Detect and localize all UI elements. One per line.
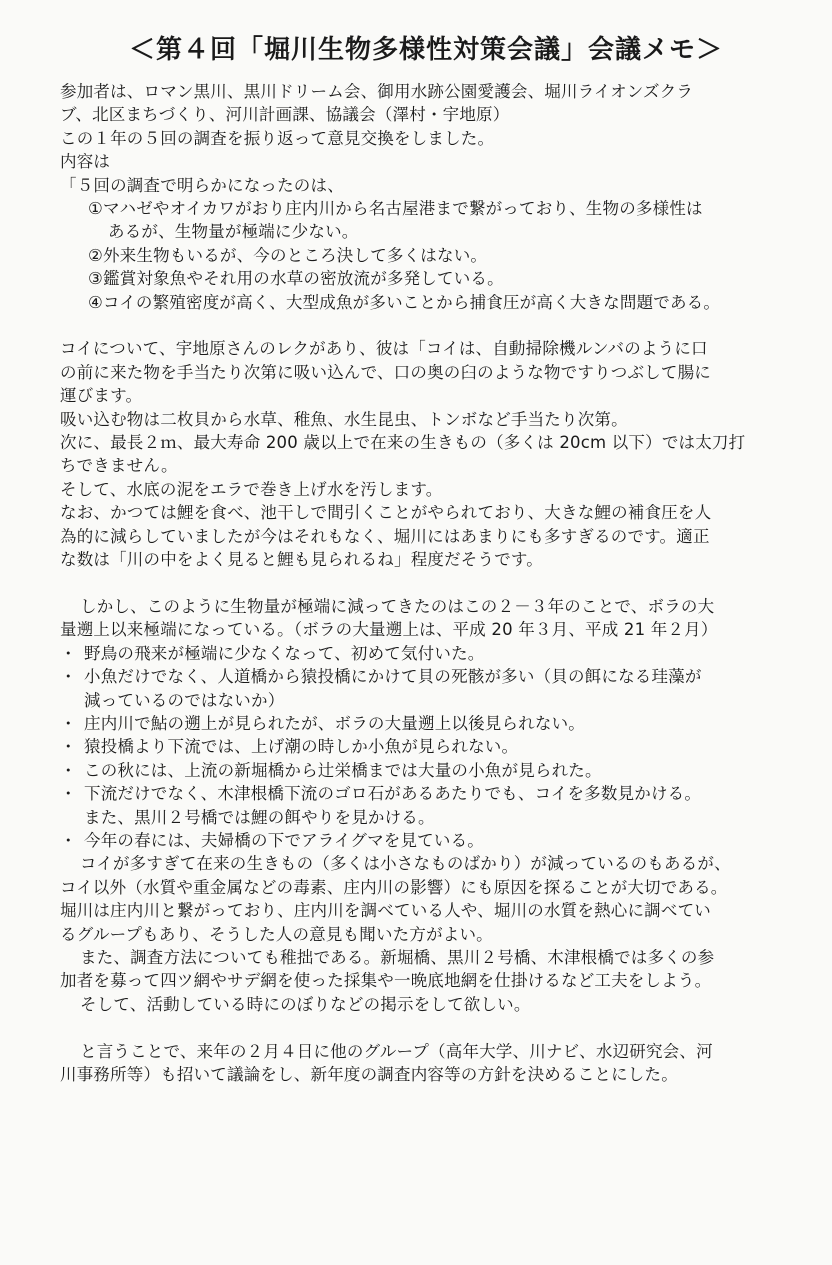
observation-item	[60, 642, 792, 665]
discussion-line: そして、活動している時にのぼりなどの掲示をして欲しい。	[80, 994, 531, 1014]
discussion-line: 加者を募って四ツ網やサデ網を使った採集や一晩底地網を仕掛けるなど工夫をしよう。	[60, 971, 712, 991]
bullet-mark: ・	[60, 713, 77, 733]
finding-item: ①マハゼやオイカワがおり庄内川から名古屋港まで繋がっており、生物の多様性は	[88, 199, 703, 219]
carp-line: ちできません。	[60, 456, 178, 476]
intro-line: 「５回の調査で明らかになったのは、	[60, 175, 344, 195]
observation-text: 庄内川で鮎の遡上が見られたが、ボラの大量遡上以後見られない。	[84, 713, 585, 733]
discussion-line: また、調査方法についても稚拙である。新堀橋、黒川２号橋、木津根橋では多くの参	[80, 948, 715, 967]
intro-line: 内容は	[60, 152, 111, 172]
discussion-line: コイ以外（水質や重金属などの毒素、庄内川の影響）にも原因を探ることが大切である。	[60, 877, 728, 897]
observation-text: 猿投橋より下流では、上げ潮の時しか小魚が見られない。	[84, 737, 519, 757]
observation-text: また、黒川２号橋では鯉の餌やりを見かける。	[84, 807, 435, 827]
observation-item	[60, 735, 792, 758]
decline-line: しかし、このように生物量が極端に減ってきたのはこの２－３年のことで、ボラの大	[80, 596, 715, 616]
carp-line: なお、かつては鯉を食べ、池干しで間引くことがやられており、大きな鯉の補食圧を人	[60, 503, 712, 523]
spacer	[60, 314, 792, 337]
bullet-mark: ・	[60, 784, 77, 804]
finding-item-continued: あるが、生物量が極端に少ない。	[108, 222, 359, 242]
bullet-mark: ・	[60, 830, 77, 850]
carp-line: そして、水底の泥をエラで巻き上げ水を汚します。	[60, 479, 443, 499]
observation-text: 下流だけでなく、木津根橋下流のゴロ石があるあたりでも、コイを多数見かける。	[84, 784, 702, 804]
carp-section	[60, 337, 792, 571]
carp-line: な数は「川の中をよく見ると鯉も見られるね」程度だそうです。	[60, 550, 543, 570]
bullet-mark: ・	[60, 760, 77, 780]
observation-item-continued	[60, 806, 792, 829]
observation-list	[60, 642, 792, 853]
carp-line: 次に、最長２ｍ、最大寿命 200 歳以上で在来の生きもの（多くは 20cm 以下）では太刀打	[60, 433, 746, 453]
carp-line: コイについて、宇地原さんのレクがあり、彼は「コイは、自動掃除機ルンバのように口	[60, 339, 708, 359]
bullet-mark: ・	[60, 667, 77, 687]
observation-item-continued	[60, 689, 792, 712]
discussion-line: るグループもあり、そうした人の意見も聞いた方がよい。	[60, 924, 493, 944]
observation-item	[60, 829, 792, 852]
intro-line: この１年の５回の調査を振り返って意見交換をしました。	[60, 128, 495, 148]
observation-text: この秋には、上流の新堀橋から辻栄橋までは大量の小魚が見られた。	[84, 760, 602, 780]
finding-item: ②外来生物もいるが、今のところ決して多くはない。	[88, 245, 488, 265]
discussion-line: コイが多すぎて在来の生きもの（多くは小さなものばかり）が減っているのもあるが、	[80, 854, 731, 874]
findings-list	[60, 197, 792, 314]
spacer	[60, 1016, 792, 1039]
observation-text: 野鳥の飛来が極端に少なくなって、初めて気付いた。	[84, 643, 485, 663]
conclusion-section	[60, 1040, 792, 1087]
decline-line: 量遡上以来極端になっている。（ボラの大量遡上は、平成 20 年３月、平成 21 年２月）	[60, 620, 718, 640]
carp-line: 為的に減らしていましたが今はそれもなく、堀川にはあまりにも多すぎるのです。適正	[60, 526, 710, 546]
carp-line: の前に来た物を手当たり次第に吸い込んで、口の奥の臼のような物ですりつぶして腸に	[60, 362, 711, 382]
bullet-mark: ・	[60, 737, 77, 757]
observation-item	[60, 759, 792, 782]
carp-line: 運びます。	[60, 386, 143, 406]
discussion-section	[60, 852, 792, 1016]
page-title: ＜第４回「堀川生物多様性対策会議」会議メモ＞	[128, 35, 723, 65]
intro-line: 参加者は、ロマン黒川、黒川ドリーム会、御用水跡公園愛護会、堀川ライオンズクラ	[60, 82, 694, 101]
conclusion-line: 川事務所等）も招いて議論をし、新年度の調査内容等の方針を決めることにした。	[60, 1065, 678, 1085]
finding-item: ④コイの繁殖密度が高く、大型成魚が多いことから捕食圧が高く大きな問題である。	[88, 292, 721, 312]
observation-item	[60, 665, 792, 688]
observation-item	[60, 712, 792, 735]
finding-item: ③鑑賞対象魚やそれ用の水草の密放流が多発している。	[88, 269, 504, 289]
observation-item	[60, 782, 792, 805]
bullet-mark: ・	[60, 643, 77, 663]
intro-section	[60, 80, 792, 197]
spacer	[60, 572, 792, 595]
conclusion-line: と言うことで、来年の２月４日に他のグループ（高年大学、川ナビ、水辺研究会、河	[80, 1041, 713, 1061]
intro-line: ブ、北区まちづくり、河川計画課、協議会（澤村・宇地原）	[60, 105, 510, 125]
observation-text: 減っているのではないか）	[84, 690, 285, 710]
carp-line: 吸い込む物は二枚貝から水草、稚魚、水生昆虫、トンボなど手当たり次第。	[60, 409, 628, 429]
discussion-line: 堀川は庄内川と繋がっており、庄内川を調べている人や、堀川の水質を熱心に調べてい	[60, 901, 711, 921]
observation-text: 今年の春には、夫婦橋の下でアライグマを見ている。	[84, 830, 484, 850]
decline-section	[60, 595, 792, 642]
observation-text: 小魚だけでなく、人道橋から猿投橋にかけて貝の死骸が多い（貝の餌になる珪藻が	[84, 667, 702, 687]
